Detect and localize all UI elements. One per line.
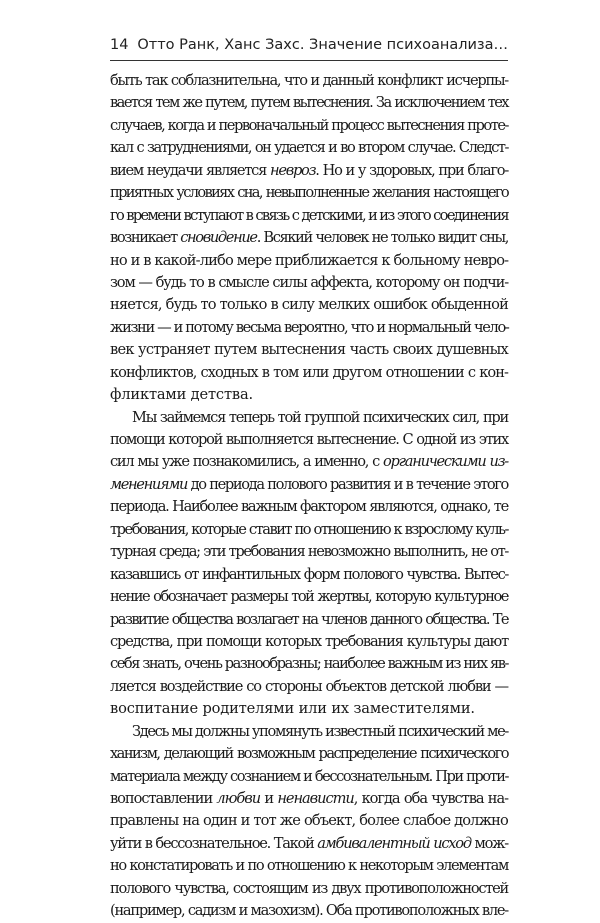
text-segment: но констатировать и по отношению к некоторым элементам xyxy=(110,857,508,875)
text-segment: вопоставлении xyxy=(110,790,217,807)
text-line xyxy=(110,294,508,316)
text-segment: . Всякий человек не только видит сны, xyxy=(256,229,508,247)
text-line xyxy=(110,810,508,832)
text-segment: фликтами детства. xyxy=(110,386,253,404)
text-line xyxy=(110,496,508,518)
text-line xyxy=(110,788,508,810)
italic-term: сновидение xyxy=(180,229,257,247)
text-line xyxy=(110,451,508,473)
text-line xyxy=(110,564,508,586)
text-segment: развитие общества возлагает на членов данного общества. Те xyxy=(110,610,508,628)
text-line xyxy=(110,609,508,631)
text-line xyxy=(110,137,508,159)
text-segment: помощи которой выполняется вытеснение. С одной из этих xyxy=(110,431,508,448)
text-segment: сил мы уже познакомились, а именно, с xyxy=(110,453,383,471)
text-segment: вием неудачи является xyxy=(110,161,270,179)
text-line xyxy=(110,900,508,922)
text-segment: , когда оба чувства на- xyxy=(353,790,508,807)
text-line xyxy=(110,317,508,339)
text-segment: средства, при помощи которых требования культуры дают xyxy=(110,632,508,650)
text-line xyxy=(110,855,508,877)
text-line xyxy=(110,407,508,429)
text-segment: (например, садизм и мазохизм). Оба противоположных вле- xyxy=(110,902,508,920)
text-line xyxy=(110,653,508,675)
text-segment: го времени вступают в связь с детскими, и из этого соединения xyxy=(110,206,508,224)
text-segment: мож- xyxy=(470,834,508,852)
text-line xyxy=(110,429,508,451)
text-segment: казавшись от инфантильных форм полового чувства. Вытес- xyxy=(110,565,508,583)
text-line xyxy=(110,339,508,361)
text-line xyxy=(110,698,508,720)
text-segment: ханизм, делающий возможным распределение психического xyxy=(110,745,508,763)
text-line xyxy=(110,721,508,743)
text-line xyxy=(110,92,508,114)
text-line xyxy=(110,541,508,563)
running-title: Отто Ранк, Ханс Захс. Значение психоанализа… xyxy=(137,37,508,53)
text-line xyxy=(110,272,508,294)
text-segment: правлены на один и тот же объект, более слабое должно xyxy=(110,812,508,830)
text-segment: кал с затруднениями, он удается и во втором случае. Следст- xyxy=(110,139,508,157)
text-segment: до периода полового развития и в течение этого xyxy=(187,475,508,493)
text-line xyxy=(110,833,508,855)
body-text xyxy=(110,70,508,923)
text-line xyxy=(110,766,508,788)
text-segment: быть так соблазнительна, что и данный конфликт исчерпы- xyxy=(110,72,508,89)
text-segment: требования, которые ставит по отношению к взрослому куль- xyxy=(110,520,508,538)
text-line xyxy=(110,182,508,204)
text-line xyxy=(110,676,508,698)
text-segment: турная среда; эти требования невозможно выполнить, не от- xyxy=(110,543,508,561)
text-segment: вается тем же путем, путем вытеснения. За исключением тех xyxy=(110,94,508,112)
text-line xyxy=(110,586,508,608)
text-line xyxy=(110,743,508,765)
running-head xyxy=(110,37,508,57)
italic-term: любви xyxy=(216,790,261,807)
text-segment: ляется воздействие со стороны объектов детской любви — xyxy=(110,677,508,695)
text-segment: зом — будь то в смысле силы аффекта, которому он подчи- xyxy=(110,273,508,291)
text-segment: но и в какой-либо мере приближается к больному невро- xyxy=(110,251,509,269)
text-line xyxy=(110,474,508,496)
italic-term: органическими из- xyxy=(383,453,508,471)
italic-term: менениями xyxy=(110,475,188,493)
header-rule xyxy=(110,60,508,61)
text-segment: век устраняет путем вытеснения часть своих душевных xyxy=(110,341,508,359)
text-line xyxy=(110,250,508,272)
italic-term: амбивалентный исход xyxy=(317,834,471,852)
text-segment: Здесь мы должны упомянуть известный психический ме- xyxy=(132,722,508,740)
text-line xyxy=(110,115,508,137)
text-segment: случаев, когда и первоначальный процесс вытеснения протe- xyxy=(110,116,508,134)
text-line xyxy=(110,631,508,653)
text-line xyxy=(110,160,508,182)
text-segment: . Но и у здоровых, при благо- xyxy=(315,161,508,179)
italic-term: ненависти xyxy=(277,790,354,807)
italic-term: невроз xyxy=(269,161,316,179)
text-segment: полового чувства, состоящим из двух противоположностей xyxy=(110,879,508,897)
text-segment: жизни — и потому весьма вероятно, что и нормальный чело- xyxy=(110,318,509,336)
text-line xyxy=(110,70,508,92)
text-line xyxy=(110,384,508,406)
text-segment: уйти в бессознательное. Такой xyxy=(110,834,318,852)
text-segment: конфликтов, сходных в том или другом отношении с кон- xyxy=(110,363,508,381)
text-segment: воспитание родителями или их заместителями. xyxy=(110,700,475,718)
text-segment: возникает xyxy=(110,229,181,247)
text-segment: периода. Наиболее важным фактором являются, однако, те xyxy=(110,498,508,516)
text-segment: себя знать, очень разнообразны; наиболее важным из них яв- xyxy=(110,655,508,673)
text-segment: няется, будь то только в силу мелких ошибок обыденной xyxy=(110,296,508,314)
text-line xyxy=(110,519,508,541)
text-segment: материала между сознанием и бессознательным. При проти- xyxy=(110,767,508,785)
text-segment: и xyxy=(260,790,278,807)
text-segment: приятных условиях сна, невыполненные желания настоящего xyxy=(110,184,508,202)
text-line xyxy=(110,362,508,384)
page-number: 14 xyxy=(110,37,129,53)
text-segment: Мы займемся теперь той группой психических сил, при xyxy=(132,408,508,426)
text-line xyxy=(110,227,508,249)
text-segment: нение обозначает размеры той жертвы, которую культурное xyxy=(110,588,508,606)
text-line xyxy=(110,878,508,900)
text-line xyxy=(110,205,508,227)
